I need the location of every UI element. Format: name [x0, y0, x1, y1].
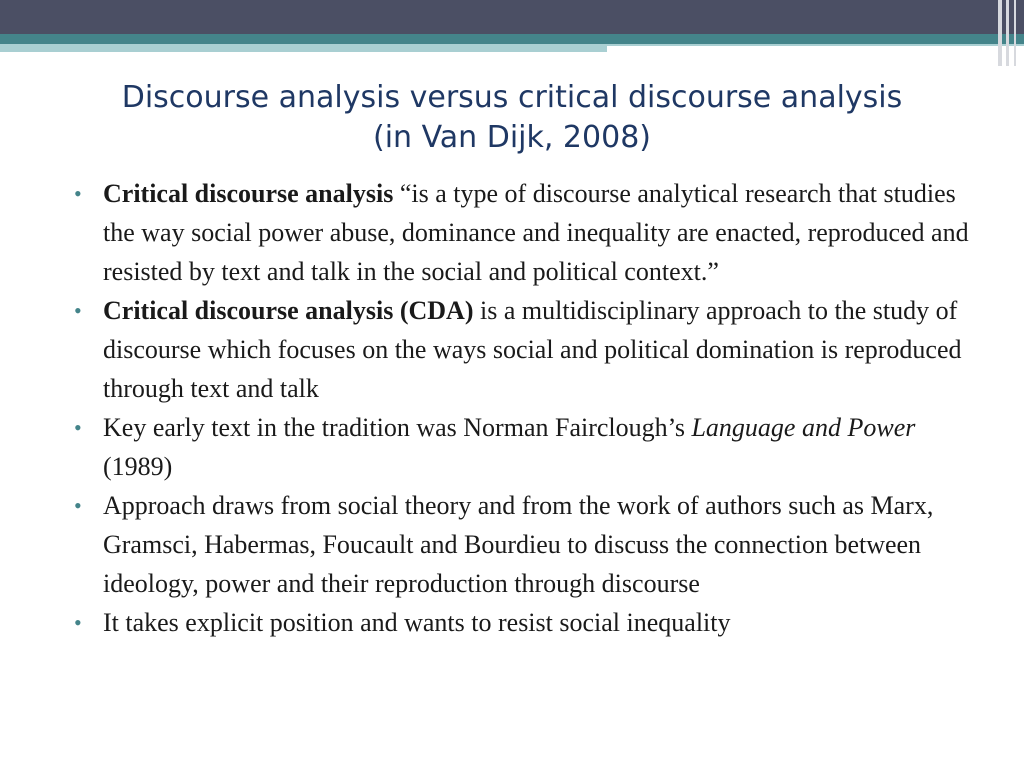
slide-title: [50, 78, 974, 158]
bullet-icon: •: [74, 298, 82, 323]
slide-title-line2: (in Van Dijk, 2008): [373, 120, 651, 155]
bullet-icon: •: [74, 493, 82, 518]
bullet-list: [70, 174, 970, 642]
bullet-icon: •: [74, 181, 82, 206]
bullet-text: “is a type of discourse analytical research that studies the way social power abuse, dominance and inequality are enacted, reproduced and resisted by text and talk in the social and political context.”: [103, 179, 969, 286]
bullet-bold-text: Critical discourse analysis: [103, 179, 394, 208]
bullet-item: [70, 408, 970, 486]
header-light-teal-band: [0, 44, 606, 52]
bullet-icon: •: [74, 610, 82, 635]
bullet-item: [70, 291, 970, 408]
slide-title-line1: Discourse analysis versus critical discourse analysis: [121, 80, 903, 115]
bullet-text: Approach draws from social theory and from the work of authors such as Marx, Gramsci, Habermas, Foucault and Bourdieu to discuss the connection between ideology, power and their reproduction through discourse: [103, 491, 934, 598]
header-dark-band: [0, 0, 1024, 34]
bullet-item: [70, 603, 970, 642]
bullet-text: is a multidisciplinary approach to the study of discourse which focuses on the ways social and political domination is reproduced through text and talk: [103, 296, 962, 403]
header-light-teal-line: [606, 44, 1024, 46]
corner-stripe: [1014, 0, 1016, 66]
bullet-text: Key early text in the tradition was Norman Fairclough’s: [103, 413, 692, 442]
bullet-text: It takes explicit position and wants to resist social inequality: [103, 608, 731, 637]
header-teal-band: [0, 34, 1024, 44]
bullet-item: [70, 174, 970, 291]
bullet-icon: •: [74, 415, 82, 440]
corner-stripe: [998, 0, 1002, 66]
bullet-text: (1989): [103, 452, 173, 481]
bullet-bold-text: Critical discourse analysis (CDA): [103, 296, 474, 325]
corner-stripe: [1006, 0, 1009, 66]
bullet-italic-text: Language and Power: [691, 413, 916, 442]
corner-decoration: [990, 0, 1024, 66]
bullet-item: [70, 486, 970, 603]
header-divider: [606, 46, 607, 52]
